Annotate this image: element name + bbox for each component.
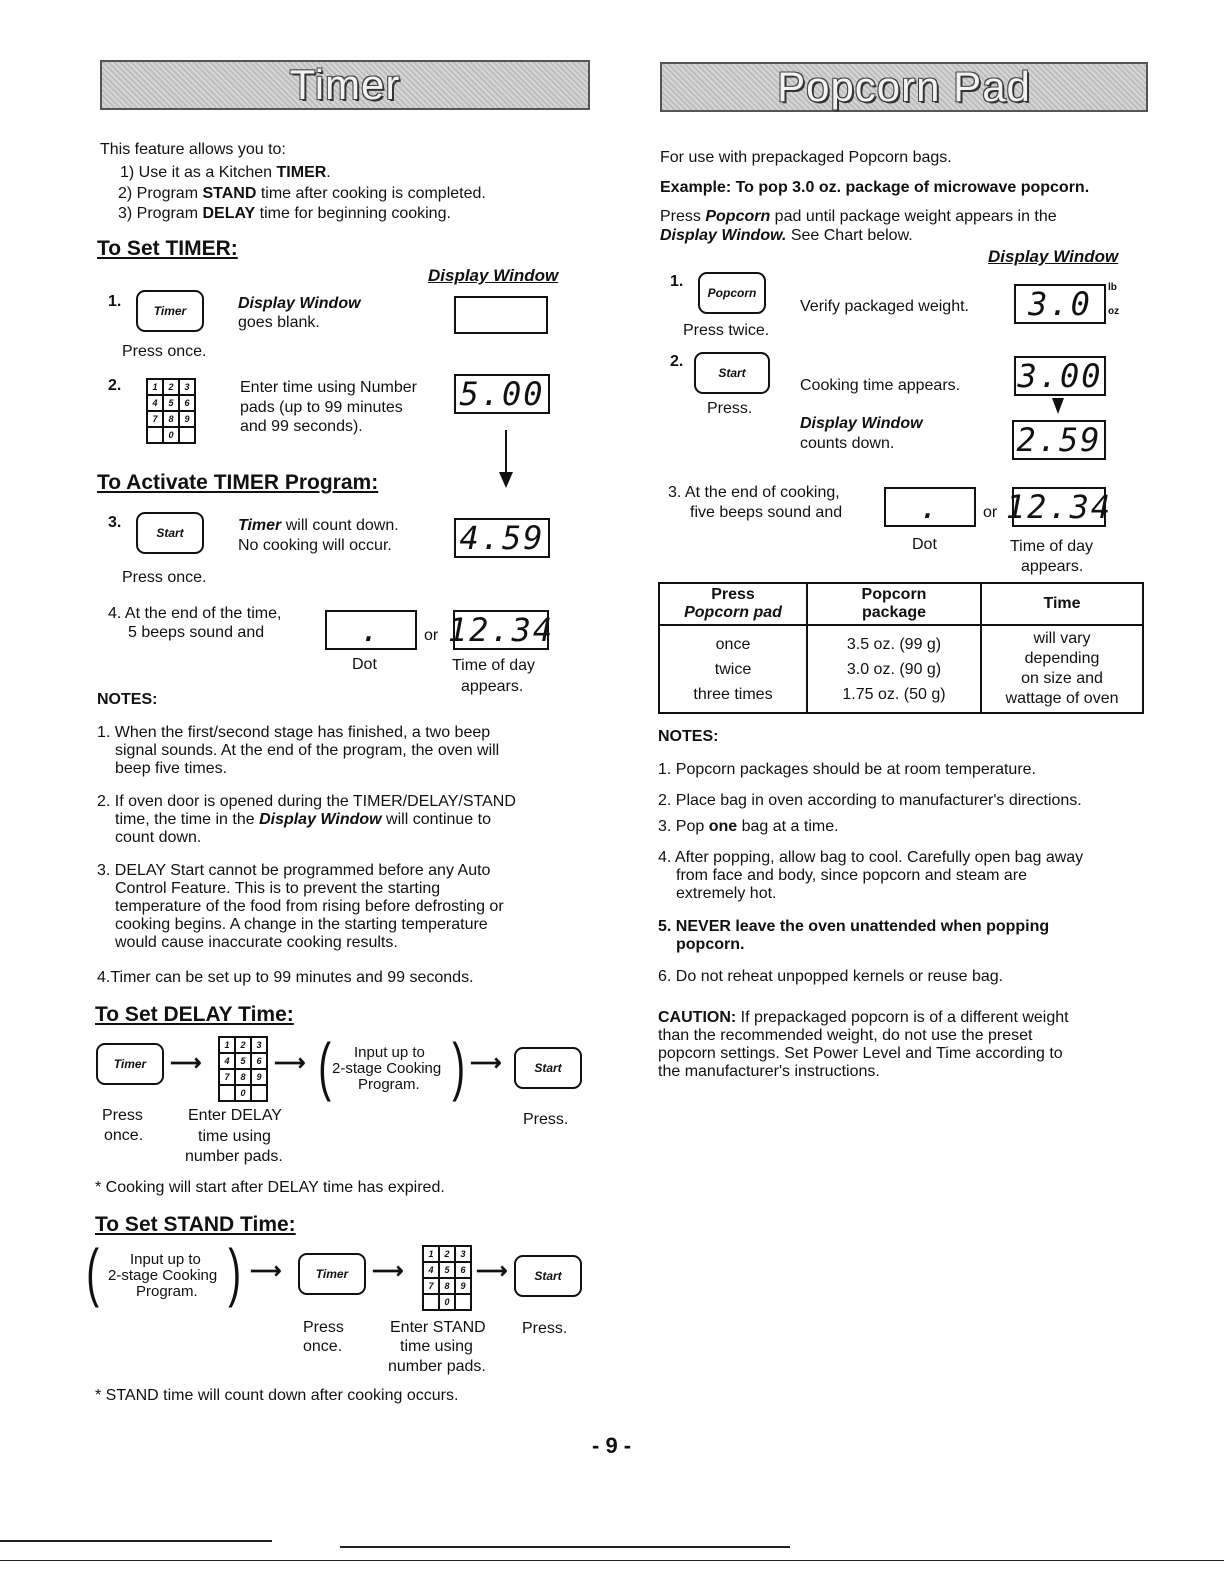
timer-note-3: 3. DELAY Start cannot be programmed before any Auto Control Feature. This is to prevent the starting temperature of the food from rising before defrosting or cooking begins. A change in the starting temperature would cause inaccurate cooking results. bbox=[97, 862, 504, 951]
timer-step1-desc2: goes blank. bbox=[238, 314, 320, 331]
timer-step1-num: 1. bbox=[108, 293, 122, 310]
popcorn-key[interactable]: Popcorn bbox=[698, 272, 766, 314]
timer-step2-desc2: pads (up to 99 minutes bbox=[240, 399, 403, 416]
delay-press-once-2: once. bbox=[104, 1127, 144, 1144]
popcorn-unit-bot: oz bbox=[1108, 306, 1120, 317]
table-presses: once twice three times bbox=[659, 625, 807, 713]
stand-footnote: * STAND time will count down after cooking occurs. bbox=[95, 1387, 459, 1404]
popcorn-step2-desc: Cooking time appears. bbox=[800, 377, 961, 394]
timer-intro: This feature allows you to: bbox=[100, 141, 286, 158]
popcorn-dot-display: . bbox=[884, 487, 976, 527]
table-packages: 3.5 oz. (99 g) 3.0 oz. (90 g) 1.75 oz. (50 g) bbox=[807, 625, 981, 713]
timer-blank-display bbox=[454, 296, 548, 334]
delay-timer-key[interactable]: Timer bbox=[96, 1043, 164, 1085]
timer-step2-desc1: Enter time using Number bbox=[240, 379, 417, 396]
popcorn-example: Example: To pop 3.0 oz. package of microwave popcorn. bbox=[660, 179, 1090, 196]
popcorn-time-label1: Time of day bbox=[1010, 538, 1093, 555]
timer-step4-line1: 4. At the end of the time, bbox=[108, 605, 282, 622]
timer-step3-press: Press once. bbox=[122, 569, 207, 586]
timer-notes-heading: NOTES: bbox=[97, 691, 158, 708]
popcorn-display-window-label: Display Window bbox=[988, 247, 1119, 266]
timer-note-1: 1. When the first/second stage has finished, a two beep signal sounds. At the end of the program, the oven will beep five times. bbox=[97, 724, 500, 777]
delay-press: Press. bbox=[523, 1111, 569, 1128]
timer-note-2: 2. If oven door is opened during the TIMER/DELAY/STAND time, the time in the Display Window will continue to count down. bbox=[97, 793, 516, 846]
popcorn-start-key[interactable]: Start bbox=[694, 352, 770, 394]
stand-press: Press. bbox=[522, 1320, 568, 1337]
stand-enter-1: Enter STAND bbox=[390, 1319, 486, 1336]
stand-arrow-3: ⟶ bbox=[476, 1258, 508, 1283]
popcorn-notes-heading: NOTES: bbox=[658, 728, 719, 745]
popcorn-note-6: 6. Do not reheat unpopped kernels or reuse bag. bbox=[658, 968, 1004, 985]
delay-enter-1: Enter DELAY bbox=[188, 1107, 282, 1124]
delay-enter-2: time using bbox=[198, 1128, 271, 1145]
timer-note-4: 4.Timer can be set up to 99 minutes and 99 seconds. bbox=[97, 969, 474, 986]
popcorn-step2-press: Press. bbox=[707, 400, 753, 417]
stand-press-once-1: Press bbox=[303, 1319, 344, 1336]
table-header-press: Press Popcorn pad bbox=[659, 583, 807, 625]
timer-use-1: 1) Use it as a Kitchen TIMER. bbox=[120, 164, 331, 181]
timer-step2-desc3: and 99 seconds). bbox=[240, 418, 363, 435]
popcorn-note-2: 2. Place bag in oven according to manufacturer's directions. bbox=[658, 792, 1082, 809]
timer-step1-press: Press once. bbox=[122, 343, 207, 360]
stand-press-once-2: once. bbox=[303, 1338, 343, 1355]
stand-timer-key[interactable]: Timer bbox=[298, 1253, 366, 1295]
table-header-package: Popcorn package bbox=[807, 583, 981, 625]
stand-arrow-1: ⟶ bbox=[250, 1258, 282, 1283]
stand-enter-3: number pads. bbox=[388, 1358, 486, 1375]
popcorn-step1-press: Press twice. bbox=[683, 322, 770, 339]
delay-arrow-3: ⟶ bbox=[470, 1050, 502, 1075]
timer-step3-desc1: Timer will count down. bbox=[238, 517, 399, 534]
timer-dot-display: . bbox=[325, 610, 417, 650]
down-arrow-head bbox=[499, 472, 513, 488]
popcorn-dot-label: Dot bbox=[912, 536, 937, 553]
footer-rule-3 bbox=[0, 1560, 1224, 1561]
set-stand-heading: To Set STAND Time: bbox=[95, 1213, 296, 1236]
popcorn-weight-display: 3.0 bbox=[1014, 284, 1106, 324]
timer-banner bbox=[100, 60, 590, 110]
delay-paren-left: ( bbox=[318, 1030, 332, 1102]
stand-paren-right: ) bbox=[228, 1236, 242, 1308]
timer-key[interactable]: Timer bbox=[136, 290, 204, 332]
popcorn-note-3: 3. Pop one bag at a time. bbox=[658, 818, 839, 835]
timer-step2-num: 2. bbox=[108, 377, 122, 394]
delay-press-once-1: Press bbox=[102, 1107, 143, 1124]
popcorn-step2-num: 2. bbox=[670, 353, 684, 370]
popcorn-title: Popcorn Pad bbox=[777, 63, 1031, 110]
popcorn-display-259: 2.59 bbox=[1012, 420, 1106, 460]
popcorn-step2-desc-bold: Display Window bbox=[800, 415, 923, 432]
stand-input-2: 2-stage Cooking bbox=[108, 1267, 218, 1284]
popcorn-time-label2: appears. bbox=[1021, 558, 1084, 575]
down-arrow-icon bbox=[505, 430, 507, 474]
popcorn-unit-top: lb bbox=[1108, 282, 1117, 293]
number-pad-icon: 1 2 3 4 5 6 7 8 9 0 bbox=[146, 378, 196, 444]
stand-paren-left: ( bbox=[86, 1236, 100, 1308]
delay-start-key[interactable]: Start bbox=[514, 1047, 582, 1089]
timer-or: or bbox=[424, 627, 439, 644]
delay-input-3: Program. bbox=[358, 1076, 420, 1093]
popcorn-note-1: 1. Popcorn packages should be at room temperature. bbox=[658, 761, 1036, 778]
popcorn-table bbox=[658, 582, 1144, 714]
timer-display-500: 5.00 bbox=[454, 374, 550, 414]
delay-enter-3: number pads. bbox=[185, 1148, 283, 1165]
popcorn-time-display: 12.34 bbox=[1005, 488, 1113, 526]
footer-rule-2 bbox=[340, 1546, 790, 1548]
timer-use-2: 2) Program STAND time after cooking is completed. bbox=[118, 185, 486, 202]
popcorn-step3-line1: 3. At the end of cooking, bbox=[668, 484, 840, 501]
timer-step1-desc: Display Window bbox=[238, 295, 361, 312]
stand-number-pad-icon: 1 2 3 4 5 6 7 8 9 0 bbox=[422, 1245, 472, 1311]
timer-step3-num: 3. bbox=[108, 514, 122, 531]
popcorn-banner bbox=[660, 62, 1148, 112]
popcorn-step3-line2: five beeps sound and bbox=[690, 504, 843, 521]
timer-title: Timer bbox=[289, 61, 401, 108]
popcorn-or: or bbox=[983, 504, 998, 521]
stand-input-3: Program. bbox=[136, 1283, 198, 1300]
delay-input-2: 2-stage Cooking bbox=[332, 1060, 442, 1077]
timer-use-3: 3) Program DELAY time for beginning cooking. bbox=[118, 205, 451, 222]
popcorn-caution: CAUTION: If prepackaged popcorn is of a different weight than the recommended weight, do not use the preset popcorn settings. Set Power Level and Time according to the manufacturer's instructions. bbox=[658, 1009, 1069, 1080]
popcorn-intro: For use with prepackaged Popcorn bags. bbox=[660, 149, 952, 166]
stand-enter-2: time using bbox=[400, 1338, 473, 1355]
table-time: will vary depending on size and wattage of oven bbox=[981, 625, 1143, 713]
delay-paren-right: ) bbox=[452, 1030, 466, 1102]
stand-start-key[interactable]: Start bbox=[514, 1255, 582, 1297]
timer-time-label1: Time of day bbox=[452, 657, 535, 674]
delay-arrow-1: ⟶ bbox=[170, 1050, 202, 1075]
timer-display-window-label: Display Window bbox=[428, 266, 559, 285]
popcorn-note-4: 4. After popping, allow bag to cool. Carefully open bag away from face and body, since popcorn and steam are extremely hot. bbox=[658, 849, 1084, 902]
set-delay-heading: To Set DELAY Time: bbox=[95, 1003, 294, 1026]
stand-input-1: Input up to bbox=[130, 1251, 201, 1268]
popcorn-press-line1: Press Popcorn pad until package weight appears in the bbox=[660, 208, 1057, 225]
popcorn-step1-desc: Verify packaged weight. bbox=[800, 298, 969, 315]
popcorn-step2-desc2: counts down. bbox=[800, 435, 895, 452]
activate-timer-heading: To Activate TIMER Program: bbox=[97, 471, 379, 494]
popcorn-note-5: 5. NEVER leave the oven unattended when popping popcorn. bbox=[658, 918, 1050, 953]
timer-time-display: 12.34 bbox=[447, 611, 555, 649]
page-number: - 9 - bbox=[592, 1433, 632, 1458]
popcorn-down-arrow-icon bbox=[1052, 398, 1064, 414]
timer-dot-label: Dot bbox=[352, 656, 377, 673]
stand-arrow-2: ⟶ bbox=[372, 1258, 404, 1283]
set-timer-heading: To Set TIMER: bbox=[97, 237, 238, 260]
popcorn-press-line2: Display Window. See Chart below. bbox=[660, 227, 913, 244]
delay-arrow-2: ⟶ bbox=[274, 1050, 306, 1075]
footer-rule-1 bbox=[0, 1540, 272, 1542]
timer-display-459: 4.59 bbox=[454, 518, 550, 558]
table-header-time: Time bbox=[981, 583, 1143, 625]
delay-number-pad-icon: 1 2 3 4 5 6 7 8 9 0 bbox=[218, 1036, 268, 1102]
popcorn-step1-num: 1. bbox=[670, 273, 684, 290]
timer-step3-desc2: No cooking will occur. bbox=[238, 537, 392, 554]
delay-footnote: * Cooking will start after DELAY time has expired. bbox=[95, 1179, 445, 1196]
timer-step4-line2: 5 beeps sound and bbox=[128, 624, 265, 641]
start-key[interactable]: Start bbox=[136, 512, 204, 554]
popcorn-display-300: 3.00 bbox=[1014, 356, 1106, 396]
delay-input-1: Input up to bbox=[354, 1044, 425, 1061]
timer-time-label2: appears. bbox=[461, 678, 524, 695]
